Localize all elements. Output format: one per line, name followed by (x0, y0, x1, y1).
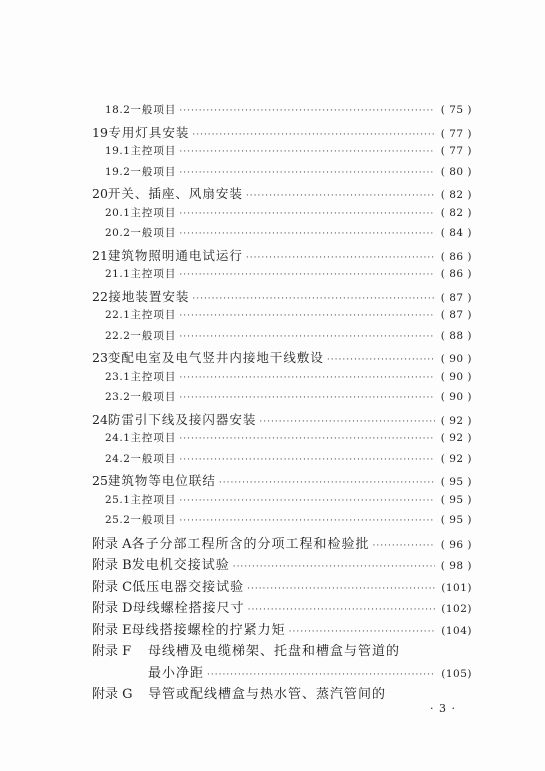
toc-entry[interactable] (0, 619, 472, 641)
toc-entry[interactable] (0, 410, 472, 431)
toc-entry[interactable] (0, 512, 472, 533)
toc-entry-number: 19.2 (105, 165, 131, 178)
toc-entry-number: 附录 A (92, 536, 132, 552)
toc-entry[interactable] (0, 102, 472, 123)
table-of-contents (0, 102, 545, 705)
toc-entry[interactable] (0, 143, 472, 164)
toc-entry-number: 25.2 (105, 514, 131, 526)
toc-entry-title: 建筑物照明通电试运行 (107, 247, 243, 263)
dot-leader (179, 393, 435, 403)
toc-entry-page: ( 98 ) (440, 560, 472, 572)
toc-entry-page: ( 95 ) (440, 514, 472, 526)
toc-entry-title: 低压电器交接试验 (132, 579, 245, 595)
toc-entry-page: ( 77 ) (440, 145, 472, 157)
toc-entry[interactable] (0, 597, 472, 619)
toc-entry[interactable] (0, 533, 472, 555)
dot-leader (192, 294, 435, 304)
toc-entry-title: 开关、插座、风扇安装 (107, 186, 243, 201)
toc-entry-number: 23.1 (105, 370, 131, 383)
toc-entry-number: 22.2 (105, 329, 131, 342)
toc-entry-page: ( 82 ) (440, 189, 472, 201)
dot-leader (289, 627, 435, 637)
toc-entry[interactable] (0, 123, 472, 144)
toc-entry[interactable] (0, 307, 472, 328)
page-number-footer: · 3 · (430, 702, 456, 715)
toc-entry-number: 21.1 (105, 268, 131, 280)
toc-entry-title: 主控项目 (130, 370, 177, 383)
toc-entry-number: 21 (92, 247, 108, 263)
toc-entry[interactable] (0, 662, 472, 684)
toc-entry-title: 一般项目 (130, 165, 177, 178)
toc-entry-page: (105) (441, 667, 472, 680)
dot-leader (179, 168, 435, 178)
toc-entry-page: ( 88 ) (440, 329, 472, 342)
toc-entry-page: ( 77 ) (440, 127, 472, 140)
toc-entry-page: ( 92 ) (440, 414, 472, 427)
toc-entry-title: 主控项目 (130, 493, 177, 506)
toc-entry-title: 最小净距 (148, 665, 205, 681)
toc-entry-page: ( 84 ) (440, 227, 472, 239)
toc-entry-page: ( 92 ) (440, 452, 472, 465)
toc-entry-number: 25 (92, 473, 108, 488)
toc-entry-title: 防雷引下线及接闪器安装 (107, 411, 257, 427)
toc-entry-page: ( 80 ) (440, 165, 472, 178)
dot-leader (179, 270, 435, 280)
toc-entry[interactable] (0, 328, 472, 349)
toc-entry[interactable] (0, 348, 472, 369)
toc-entry-title: 发电机交接试验 (131, 558, 230, 573)
toc-entry-number: 23.2 (105, 391, 131, 403)
toc-entry-title: 一般项目 (130, 514, 177, 526)
toc-entry-number: 23 (92, 350, 108, 365)
dot-leader (246, 253, 435, 263)
toc-entry-title: 一般项目 (130, 104, 177, 116)
toc-entry-number: 附录 C (92, 579, 133, 595)
toc-entry-number: 20.2 (105, 227, 131, 239)
dot-leader (248, 605, 435, 615)
toc-entry[interactable] (0, 554, 472, 576)
toc-entry-number: 22.1 (105, 309, 131, 321)
toc-entry-title: 主控项目 (130, 309, 177, 321)
toc-entry-title: 专用灯具安装 (108, 124, 190, 140)
toc-entry-page: ( 92 ) (440, 432, 472, 444)
dot-leader (207, 670, 435, 680)
toc-entry-number: 24.1 (105, 432, 131, 444)
toc-entry-page: ( 90 ) (440, 353, 472, 365)
dot-leader (233, 562, 435, 572)
toc-entry-title: 一般项目 (130, 452, 177, 465)
dot-leader (179, 373, 435, 383)
dot-leader (373, 541, 435, 551)
toc-entry-page: ( 87 ) (440, 309, 472, 321)
toc-entry-title: 一般项目 (130, 329, 177, 342)
toc-entry-page: ( 95 ) (440, 493, 472, 506)
toc-entry-title: 各子分部工程所含的分项工程和检验批 (131, 536, 370, 552)
toc-entry-page: ( 87 ) (440, 291, 472, 304)
dot-leader (219, 478, 435, 488)
toc-entry-title: 主控项目 (130, 206, 177, 219)
dot-leader (179, 147, 435, 157)
toc-entry-title: 主控项目 (130, 145, 177, 157)
dot-leader (179, 209, 435, 219)
toc-entry-number: 19 (92, 124, 108, 140)
toc-entry-page: ( 86 ) (440, 268, 472, 280)
toc-entry-title: 一般项目 (130, 391, 177, 403)
dot-leader (179, 434, 435, 444)
toc-entry-number: 附录 D (92, 601, 133, 616)
toc-entry[interactable] (0, 430, 472, 451)
dot-leader (179, 332, 435, 342)
toc-entry[interactable] (0, 266, 472, 287)
toc-entry[interactable] (0, 369, 472, 390)
toc-entry-page: ( 75 ) (440, 104, 472, 116)
toc-entry[interactable] (0, 184, 472, 205)
toc-entry-number: 24 (92, 411, 108, 427)
toc-entry-number: 25.1 (105, 493, 131, 506)
toc-entry-title: 一般项目 (130, 227, 177, 239)
toc-entry-title: 建筑物等电位联结 (107, 473, 216, 488)
toc-entry-page: (102) (441, 603, 472, 615)
toc-entry-title: 变配电室及电气竖井内接地干线敷设 (107, 350, 324, 365)
dot-leader (179, 229, 435, 239)
dot-leader (179, 455, 435, 465)
toc-entry-number: 附录 E (92, 622, 132, 638)
toc-entry[interactable] (0, 287, 472, 308)
toc-entry-title: 主控项目 (130, 268, 177, 280)
toc-entry-number: 24.2 (105, 452, 131, 465)
dot-leader (246, 191, 435, 201)
toc-entry[interactable] (0, 164, 472, 185)
toc-entry[interactable] (0, 576, 472, 598)
toc-entry[interactable] (0, 205, 472, 226)
toc-entry-page: ( 82 ) (440, 206, 472, 219)
toc-entry[interactable] (0, 683, 472, 705)
toc-entry-number: 附录 G (92, 687, 133, 702)
toc-entry-number: 附录 B (92, 558, 132, 573)
toc-entry-page: ( 95 ) (440, 476, 472, 488)
toc-entry-number: 附录 F (92, 644, 132, 659)
toc-entry-number: 18.2 (105, 104, 131, 116)
toc-entry[interactable] (0, 225, 472, 246)
toc-entry[interactable] (0, 471, 472, 492)
toc-entry-page: ( 90 ) (440, 370, 472, 383)
toc-entry-title: 主控项目 (130, 432, 177, 444)
toc-entry-title: 母线搭接螺栓的拧紧力矩 (131, 622, 286, 638)
dot-leader (192, 130, 435, 140)
toc-entry-page: (104) (441, 624, 472, 637)
toc-entry[interactable] (0, 389, 472, 410)
dot-leader (247, 584, 435, 594)
toc-entry-title: 母线槽及电缆梯架、托盘和槽盒与管道的 (148, 644, 401, 659)
toc-entry-page: (101) (441, 581, 472, 594)
toc-entry-page: ( 90 ) (440, 391, 472, 403)
dot-leader (179, 311, 435, 321)
toc-entry[interactable] (0, 246, 472, 267)
toc-entry-title: 接地装置安装 (108, 288, 190, 304)
toc-entry-page: ( 86 ) (440, 250, 472, 263)
toc-entry-number: 20 (92, 186, 108, 201)
dot-leader (179, 496, 435, 506)
toc-entry-title: 母线螺栓搭接尺寸 (132, 601, 245, 616)
toc-entry-page: ( 96 ) (440, 538, 472, 551)
toc-entry-number: 22 (92, 288, 108, 304)
toc-entry[interactable] (0, 451, 472, 472)
toc-entry[interactable] (0, 640, 472, 662)
toc-entry-number: 20.1 (105, 206, 131, 219)
dot-leader (179, 516, 435, 526)
dot-leader (327, 355, 435, 365)
toc-entry-number: 19.1 (105, 145, 131, 157)
dot-leader (259, 417, 435, 427)
toc-entry[interactable] (0, 492, 472, 513)
toc-entry-title: 导管或配线槽盒与热水管、蒸汽管间的 (148, 687, 387, 702)
dot-leader (179, 106, 435, 116)
